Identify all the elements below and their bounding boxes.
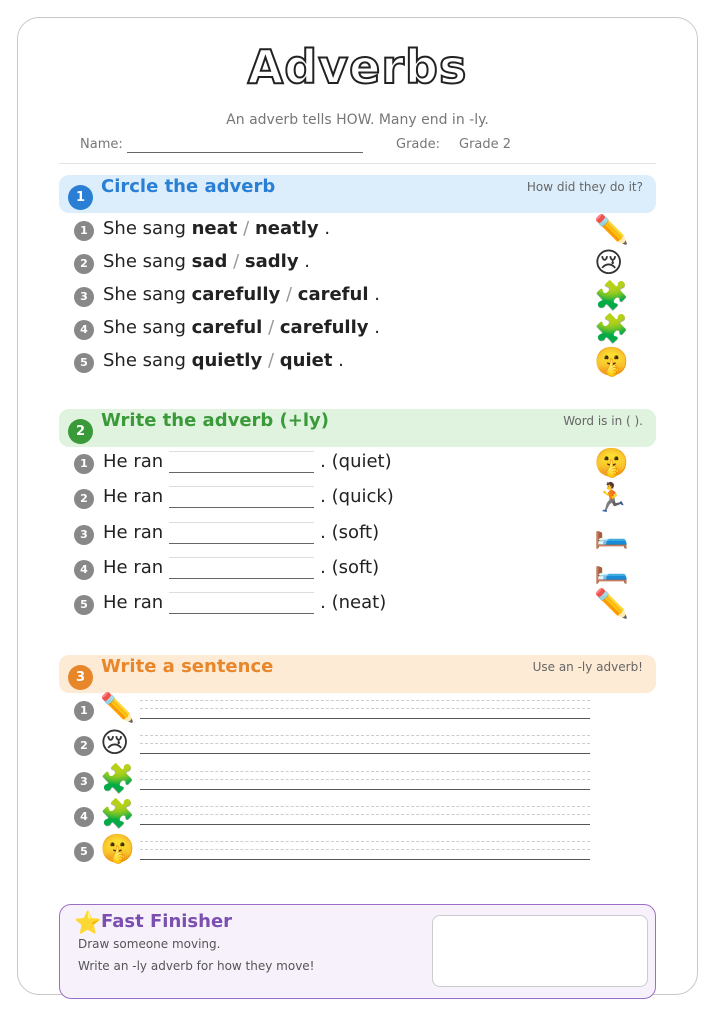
guide-line [140,849,590,850]
choice-separator: / [243,218,250,239]
star-icon: ⭐ [74,911,102,936]
choice-option-2[interactable]: careful [297,284,369,305]
header-divider [59,163,656,164]
name-field[interactable] [127,152,363,153]
base-line [140,753,590,754]
item-number: 5 [74,353,94,373]
shushing-face-icon: 🤫 [594,345,629,378]
pencil-icon: ✏️ [594,587,629,620]
sentence-prefix: She sang [103,284,186,305]
base-word: . (quick) [320,486,394,507]
list-item [74,762,674,797]
guide-line [140,779,590,780]
item-number: 5 [74,842,94,862]
sentence-end: . [338,350,344,371]
sentence-prefix: She sang [103,350,186,371]
item-number: 2 [74,736,94,756]
crying-face-icon: 😢 [100,726,130,759]
choice-separator: / [268,317,275,338]
puzzle-piece-icon: 🧩 [594,312,629,345]
choice-separator: / [267,350,275,371]
section-number: 1 [68,185,93,210]
item-number: 3 [74,772,94,792]
list-item [74,587,634,620]
list-item [74,312,634,345]
choice-separator: / [233,251,240,272]
running-person-icon: 🏃 [594,481,629,514]
sentence [103,557,379,579]
choice-option-2[interactable]: neatly [254,218,319,239]
answer-blank[interactable] [169,557,314,579]
sentence [103,251,310,272]
sentence [103,451,392,473]
sentence-end: . [374,284,380,305]
guide-line [140,735,590,736]
list-item [74,832,674,867]
list-item [74,345,634,378]
section-title: Write a sentence [101,656,274,677]
crying-face-icon: 😢 [594,246,624,279]
name-label: Name: [80,137,123,152]
base-word: . (soft) [320,557,380,578]
guide-line [140,841,590,842]
section-title: Circle the adverb [101,176,276,197]
drawing-box[interactable] [432,915,648,987]
grade-value: Grade 2 [459,137,512,152]
list-item [74,797,674,832]
choice-option-1[interactable]: neat [191,218,238,239]
choice-option-2[interactable]: sadly [244,251,299,272]
sentence-prefix: He ran [103,451,164,472]
item-number: 3 [74,287,94,307]
answer-blank[interactable] [169,451,314,473]
sentence-end: . [374,317,380,338]
base-word: . (quiet) [320,451,392,472]
writing-lines[interactable] [140,700,590,720]
guide-line [140,771,590,772]
puzzle-piece-icon: 🧩 [100,797,135,830]
choice-option-1[interactable]: careful [191,317,263,338]
sentence [103,522,379,544]
item-number: 2 [74,254,94,274]
writing-lines[interactable] [140,771,590,791]
page-subtitle: An adverb tells HOW. Many end in -ly. [226,112,489,128]
guide-line [140,814,590,815]
writing-lines[interactable] [140,806,590,826]
guide-line [140,743,590,744]
item-number: 4 [74,320,94,340]
pencil-icon: ✏️ [100,691,135,724]
guide-line [140,700,590,701]
item-number: 1 [74,221,94,241]
puzzle-piece-icon: 🧩 [594,279,629,312]
shushing-face-icon: 🤫 [100,832,135,865]
puzzle-piece-icon: 🧩 [100,762,135,795]
base-line [140,718,590,719]
choice-option-1[interactable]: carefully [191,284,281,305]
sentence-end: . [304,251,311,272]
sentence-prefix: He ran [103,486,164,507]
section-hint: How did they do it? [526,180,643,194]
list-item [74,481,634,514]
item-number: 5 [74,595,94,615]
section-1-header [59,175,656,213]
base-word: . (neat) [320,592,387,613]
choice-option-2[interactable]: carefully [279,317,369,338]
answer-blank[interactable] [169,486,314,508]
section-number: 3 [68,665,93,690]
choice-option-2[interactable]: quiet [279,350,333,371]
sentence-prefix: She sang [103,218,186,239]
item-number: 1 [74,454,94,474]
section-2-header [59,409,656,447]
writing-lines[interactable] [140,735,590,755]
list-item [74,552,634,585]
list-item [74,213,634,246]
list-item [74,446,634,479]
fast-finisher-title: Fast Finisher [101,911,233,932]
section-3-header [59,655,656,693]
item-number: 1 [74,701,94,721]
fast-finisher-box [59,904,656,999]
shushing-face-icon: 🤫 [594,446,629,479]
answer-blank[interactable] [169,522,314,544]
item-number: 4 [74,560,94,580]
section-hint: Use an -ly adverb! [532,660,643,674]
grade-label: Grade: [396,137,441,152]
base-line [140,789,590,790]
list-item [74,279,634,312]
base-line [140,859,590,860]
pencil-icon: ✏️ [594,213,629,246]
list-item [74,691,674,726]
list-item [74,726,674,761]
list-item [74,517,634,550]
bed-icon: 🛏️ [594,552,629,585]
sentence [103,284,380,305]
guide-line [140,708,590,709]
sentence [103,486,394,508]
base-word: . (soft) [320,522,380,543]
sentence-prefix: He ran [103,557,164,578]
answer-blank[interactable] [169,592,314,614]
page-title: Adverbs [247,40,468,94]
section-number: 2 [68,419,93,444]
sentence [103,218,330,239]
sentence-prefix: He ran [103,522,164,543]
choice-option-1[interactable]: sad [191,251,228,272]
section-hint: Word is in ( ). [563,414,643,428]
sentence [103,350,344,371]
writing-lines[interactable] [140,841,590,861]
sentence-prefix: He ran [103,592,164,613]
sentence [103,317,380,338]
base-line [140,824,590,825]
choice-separator: / [285,284,293,305]
fast-finisher-line-2: Write an -ly adverb for how they move! [78,959,315,973]
choice-option-1[interactable]: quietly [191,350,263,371]
item-number: 3 [74,525,94,545]
bed-icon: 🛏️ [594,517,629,550]
item-number: 4 [74,807,94,827]
guide-line [140,806,590,807]
item-number: 2 [74,489,94,509]
list-item [74,246,634,279]
fast-finisher-line-1: Draw someone moving. [78,937,221,951]
sentence-prefix: She sang [103,251,186,272]
sentence-prefix: She sang [103,317,186,338]
sentence-end: . [324,218,331,239]
sentence [103,592,386,614]
section-title: Write the adverb (+ly) [101,410,329,431]
